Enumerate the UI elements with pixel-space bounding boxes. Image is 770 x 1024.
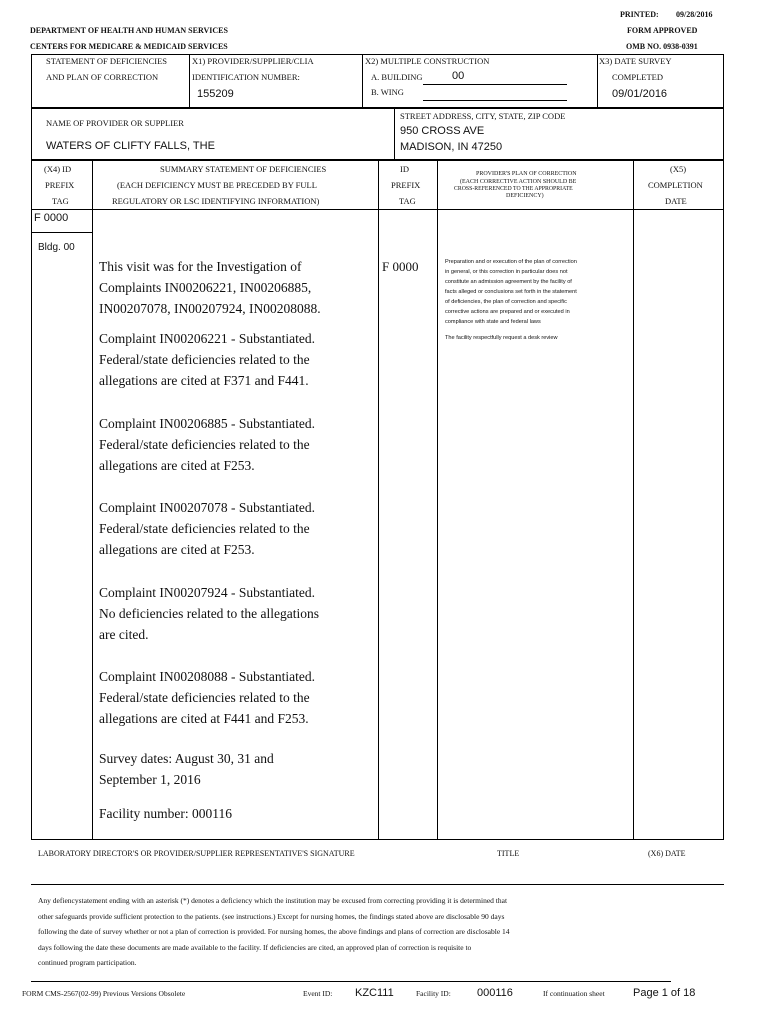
plan-of-correction-text: Preparation and or execution of the plan of correction in general, or this correction in particular does not constitute an admission agreement by the facility of facts alleged or conclusions set forth in the statement of deficiencies, the plan of correction and specific corrective actions are prepared and or executed in compliance with state and federal laws bbox=[445, 259, 577, 325]
address-line-2: MADISON, IN 47250 bbox=[400, 141, 503, 153]
centers-title: CENTERS FOR MEDICARE & MEDICAID SERVICES bbox=[30, 42, 228, 51]
desk-review-request: The facility respectfully request a desk review bbox=[445, 335, 558, 341]
identification-number-label: IDENTIFICATION NUMBER: bbox=[192, 72, 300, 82]
provider-name-value: WATERS OF CLIFTY FALLS, THE bbox=[46, 140, 215, 152]
continuation-label: If continuation sheet bbox=[543, 989, 605, 998]
plan-label-3: CROSS-REFERENCED TO THE APPROPRIATE bbox=[454, 186, 573, 192]
x6-date-label: (X6) DATE bbox=[648, 849, 686, 858]
printed-label: PRINTED: bbox=[620, 10, 659, 19]
plan-label-4: DEFICIENCY) bbox=[506, 193, 544, 199]
department-title: DEPARTMENT OF HEALTH AND HUMAN SERVICES bbox=[30, 26, 228, 35]
form-number: FORM CMS-2567(02-99) Previous Versions Obsolete bbox=[22, 989, 186, 998]
facility-id-label: Facility ID: bbox=[416, 989, 451, 998]
page-number: Page 1 of 18 bbox=[633, 987, 696, 999]
address-line-1: 950 CROSS AVE bbox=[400, 125, 485, 137]
provider-block bbox=[31, 108, 724, 160]
printed-date: 09/28/2016 bbox=[676, 10, 713, 19]
building-value: 00 bbox=[452, 70, 465, 82]
address-label: STREET ADDRESS, CITY, STATE, ZIP CODE bbox=[400, 111, 566, 121]
plan-label-1: PROVIDER'S PLAN OF CORRECTION bbox=[476, 171, 577, 177]
x5-label: (X5) bbox=[670, 164, 687, 174]
summary-paragraph-4: Complaint IN00207078 - Substantiated. Federal/state deficiencies related to the allegations are cited at F253. bbox=[99, 500, 315, 557]
left-tag: F 0000 bbox=[34, 212, 69, 224]
wing-label: B. WING bbox=[371, 87, 404, 97]
plan-of-correction-label: AND PLAN OF CORRECTION bbox=[46, 72, 159, 82]
plan-label-2: (EACH CORRECTIVE ACTION SHOULD BE bbox=[460, 179, 577, 185]
facility-id-value: 000116 bbox=[477, 987, 513, 999]
building-label: A. BUILDING bbox=[371, 72, 423, 82]
x4-tag-label: TAG bbox=[52, 196, 69, 206]
id-tag-label: TAG bbox=[399, 196, 416, 206]
x3-label: X3) DATE SURVEY bbox=[599, 56, 672, 66]
form-approved: FORM APPROVED bbox=[627, 26, 698, 35]
x1-label: X1) PROVIDER/SUPPLIER/CLIA bbox=[192, 56, 314, 66]
x4-prefix-label: PREFIX bbox=[45, 180, 75, 190]
id-prefix-label: PREFIX bbox=[391, 180, 421, 190]
completed-label: COMPLETED bbox=[612, 72, 663, 82]
date-label: DATE bbox=[665, 196, 687, 206]
summary-label-3: REGULATORY OR LSC IDENTIFYING INFORMATION) bbox=[112, 196, 320, 206]
summary-label-1: SUMMARY STATEMENT OF DEFICIENCIES bbox=[160, 164, 327, 174]
event-id-value: KZC111 bbox=[355, 987, 394, 999]
x2-label: X2) MULTIPLE CONSTRUCTION bbox=[365, 56, 490, 66]
survey-date-value: 09/01/2016 bbox=[612, 88, 668, 100]
summary-paragraph-5: Complaint IN00207924 - Substantiated. No deficiencies related to the allegations are cited. bbox=[99, 585, 320, 642]
summary-label-2: (EACH DEFICIENCY MUST BE PRECEDED BY FULL bbox=[117, 180, 317, 190]
event-id-label: Event ID: bbox=[303, 989, 333, 998]
survey-dates: Survey dates: August 30, 31 and September 1, 2016 bbox=[99, 751, 274, 787]
right-tag: F 0000 bbox=[382, 259, 419, 274]
building-tag: Bldg. 00 bbox=[38, 242, 75, 253]
provider-name-label: NAME OF PROVIDER OR SUPPLIER bbox=[46, 118, 184, 128]
summary-paragraph-6: Complaint IN00208088 - Substantiated. Federal/state deficiencies related to the allegations are cited at F441 and F253. bbox=[99, 669, 315, 726]
title-label: TITLE bbox=[497, 849, 520, 858]
completion-label: COMPLETION bbox=[648, 180, 703, 190]
disclaimer-text: Any defiencystatement ending with an asterisk (*) denotes a deficiency which the institution may be excused from correcting providing it is determined that other safeguards provide sufficient protection to the patients. (see instructions.) Except for nursing homes, the findings stated above are disclosable 90 days following the date of survey whether or not a plan of correction is provided. For nursing homes, the above findings and plans of correction are disclosable 14 days following the date these documents are made available to the facility. If deficiencies are cited, an approved plan of correction is requisite to continued program participation. bbox=[38, 896, 510, 967]
id-label: ID bbox=[400, 164, 409, 174]
facility-number: Facility number: 000116 bbox=[99, 806, 232, 821]
director-signature-label: LABORATORY DIRECTOR'S OR PROVIDER/SUPPLIER REPRESENTATIVE'S SIGNATURE bbox=[38, 849, 355, 858]
omb-number: OMB NO. 0938-0391 bbox=[626, 42, 698, 51]
x4-id-label: (X4) ID bbox=[44, 164, 72, 174]
summary-paragraph-2: Complaint IN00206221 - Substantiated. Federal/state deficiencies related to the allegations are cited at F371 and F441. bbox=[99, 331, 315, 388]
summary-paragraph-3: Complaint IN00206885 - Substantiated. Federal/state deficiencies related to the allegations are cited at F253. bbox=[99, 416, 315, 473]
provider-id-value: 155209 bbox=[197, 88, 234, 100]
summary-paragraph-1: This visit was for the Investigation of Complaints IN00206221, IN00206885, IN00207078, IN00207924, IN00208088. bbox=[99, 259, 321, 316]
statement-label: STATEMENT OF DEFICIENCIES bbox=[46, 56, 168, 66]
